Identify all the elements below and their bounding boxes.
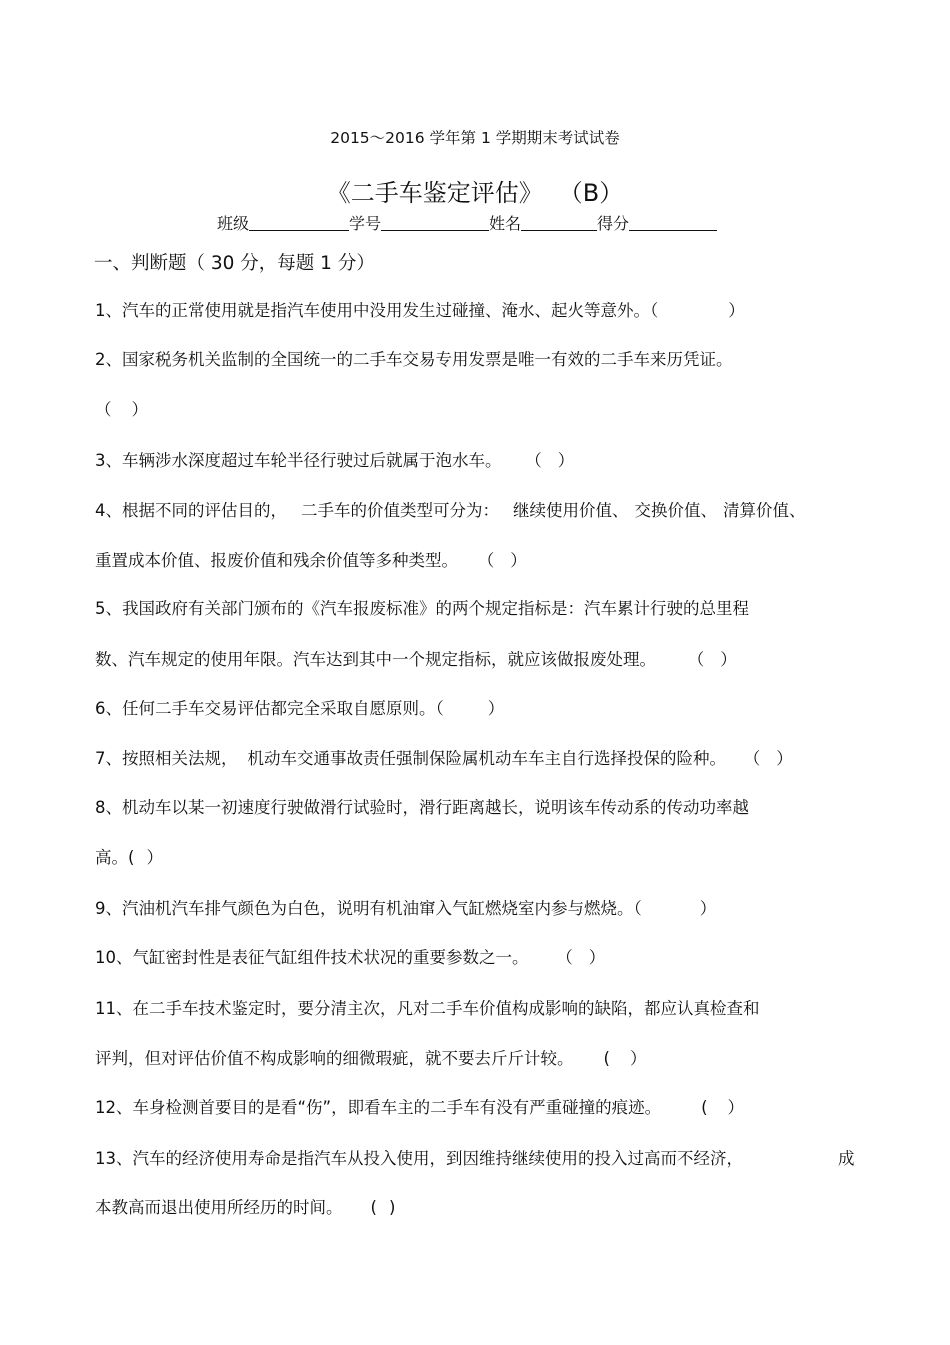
question-4-line-2 [95,551,527,571]
student-info-row [217,211,717,234]
question-5-paren-open: （ [696,650,705,669]
exam-title-text: 《二手车鉴定评估》 [326,179,543,207]
question-13-line-2-text: 本教高而退出使用所经历的时间。 [95,1198,343,1217]
question-11-line-2-text: 评判，但对评估价值不构成影响的细微瑕疵，就不要去斤斤计较。 [95,1049,574,1068]
section-heading: 一、判断题（ 30 分，每题 1 分） [94,253,375,274]
question-2-text: 2、国家税务机关监制的全国统一的二手车交易专用发票是唯一有效的二手车来历凭证。 [95,350,733,369]
question-13-line-1: 13、汽车的经济使用寿命是指汽车从投入使用，到因维持继续使用的投入过高而不经济， [95,1149,743,1168]
score-blank[interactable] [629,214,717,231]
question-2-paren-open: （ [95,400,112,419]
student-id-blank[interactable] [381,214,489,231]
question-8-paren-close: ） [146,848,163,867]
question-13-line-1-end [838,1149,855,1169]
question-3-text: 3、车辆涉水深度超过车轮半径行驶过后就属于泡水车。 [95,451,502,470]
question-4-part-2: 二手车的价值类型可分为： [301,501,499,520]
question-2 [95,350,733,370]
question-5-paren-close: ） [720,650,737,669]
question-4-part-6: 重置成本价值、报废价值和残余价值等多种类型。 [95,551,458,570]
score-label: 得分 [597,214,630,233]
question-13-line-2 [95,1198,395,1218]
question-12-paren-close: ） [727,1098,745,1117]
question-9-text: 9、汽油机汽车排气颜色为白色，说明有机油窜入气缸燃烧室内参与燃烧。（ [95,899,642,918]
student-id-label: 学号 [349,214,382,233]
exam-variant: （B） [570,179,624,207]
question-7-part-2: 机动车交通事故责任强制保险属机动车车主自行选择投保的险种。 [247,749,726,768]
question-11-line-1: 11、在二手车技术鉴定时，要分清主次，凡对二手车价值构成影响的缺陷，都应认真检查和 [95,999,760,1018]
question-2-paren-close: ） [131,400,148,419]
question-6-paren-close: ） [487,699,505,718]
class-label: 班级 [217,214,250,233]
question-11-line-2 [95,1049,646,1069]
question-9-paren-close: ） [699,899,717,918]
class-blank[interactable] [249,214,349,231]
question-7-paren-open: （ [752,749,761,768]
question-5-line-2 [95,650,737,670]
question-12 [95,1098,744,1118]
question-5-line-1: 5、我国政府有关部门颁布的《汽车报废标准》的两个规定指标是：汽车累计行驶的总里程 [95,599,749,618]
question-13-paren-close: ) [388,1198,396,1217]
question-9 [95,899,716,919]
exam-title [0,173,950,208]
question-10 [95,948,605,968]
question-6-text: 6、任何二手车交易评估都完全采取自愿原则。（ [95,699,444,718]
question-13 [95,1149,743,1169]
question-5 [95,599,749,619]
question-4 [95,501,806,521]
question-5-line-2-text: 数、汽车规定的使用年限。汽车达到其中一个规定指标，就应该做报废处理。 [95,650,656,669]
question-12-paren-open: ( [701,1098,708,1117]
question-8-line-2-text: 高。( [95,848,135,867]
question-7-part-1: 7、按照相关法规， [95,749,238,768]
question-12-text: 12、车身检测首要目的是看“伤”，即看车主的二手车有没有严重碰撞的痕迹。 [95,1098,662,1117]
question-11-paren-open: ( [603,1049,610,1068]
exam-header: 2015～2016 学年第 1 学期期末考试试卷 [330,129,620,147]
question-4-paren-close: ） [510,551,527,570]
question-11 [95,999,760,1019]
question-13-paren-open: ( [370,1198,377,1217]
question-7 [95,749,793,769]
question-10-paren-open: （ [564,948,573,967]
question-1-text: 1、汽车的正常使用就是指汽车使用中没用发生过碰撞、淹水、起火等意外。（ [95,301,659,320]
question-7-paren-close: ） [776,749,793,768]
question-4-part-4: 交换价值、 [634,501,717,520]
question-4-part-1: 4、根据不同的评估目的， [95,501,287,520]
question-4-part-3: 继续使用价值、 [513,501,629,520]
question-8-line-2 [95,848,163,868]
question-10-text: 10、气缸密封性是表征气缸组件技术状况的重要参数之一。 [95,948,529,967]
question-3 [95,451,574,471]
name-label: 姓名 [489,214,522,233]
question-4-paren-open: （ [486,551,495,570]
question-11-paren-close: ） [629,1049,647,1068]
question-6 [95,699,504,719]
question-13-line-1-tail: 成 [838,1149,855,1168]
question-2-answer [95,400,148,420]
name-blank[interactable] [521,214,597,231]
question-3-paren-open: （ [533,451,542,470]
question-8-line-1: 8、机动车以某一初速度行驶做滑行试验时，滑行距离越长，说明该车传动系的传动功率越 [95,798,749,817]
question-1 [95,301,745,321]
question-4-part-5: 清算价值、 [723,501,806,520]
question-8 [95,798,749,818]
question-3-paren-close: ） [557,451,575,470]
question-10-paren-close: ） [588,948,606,967]
question-1-paren-close: ） [728,301,745,320]
